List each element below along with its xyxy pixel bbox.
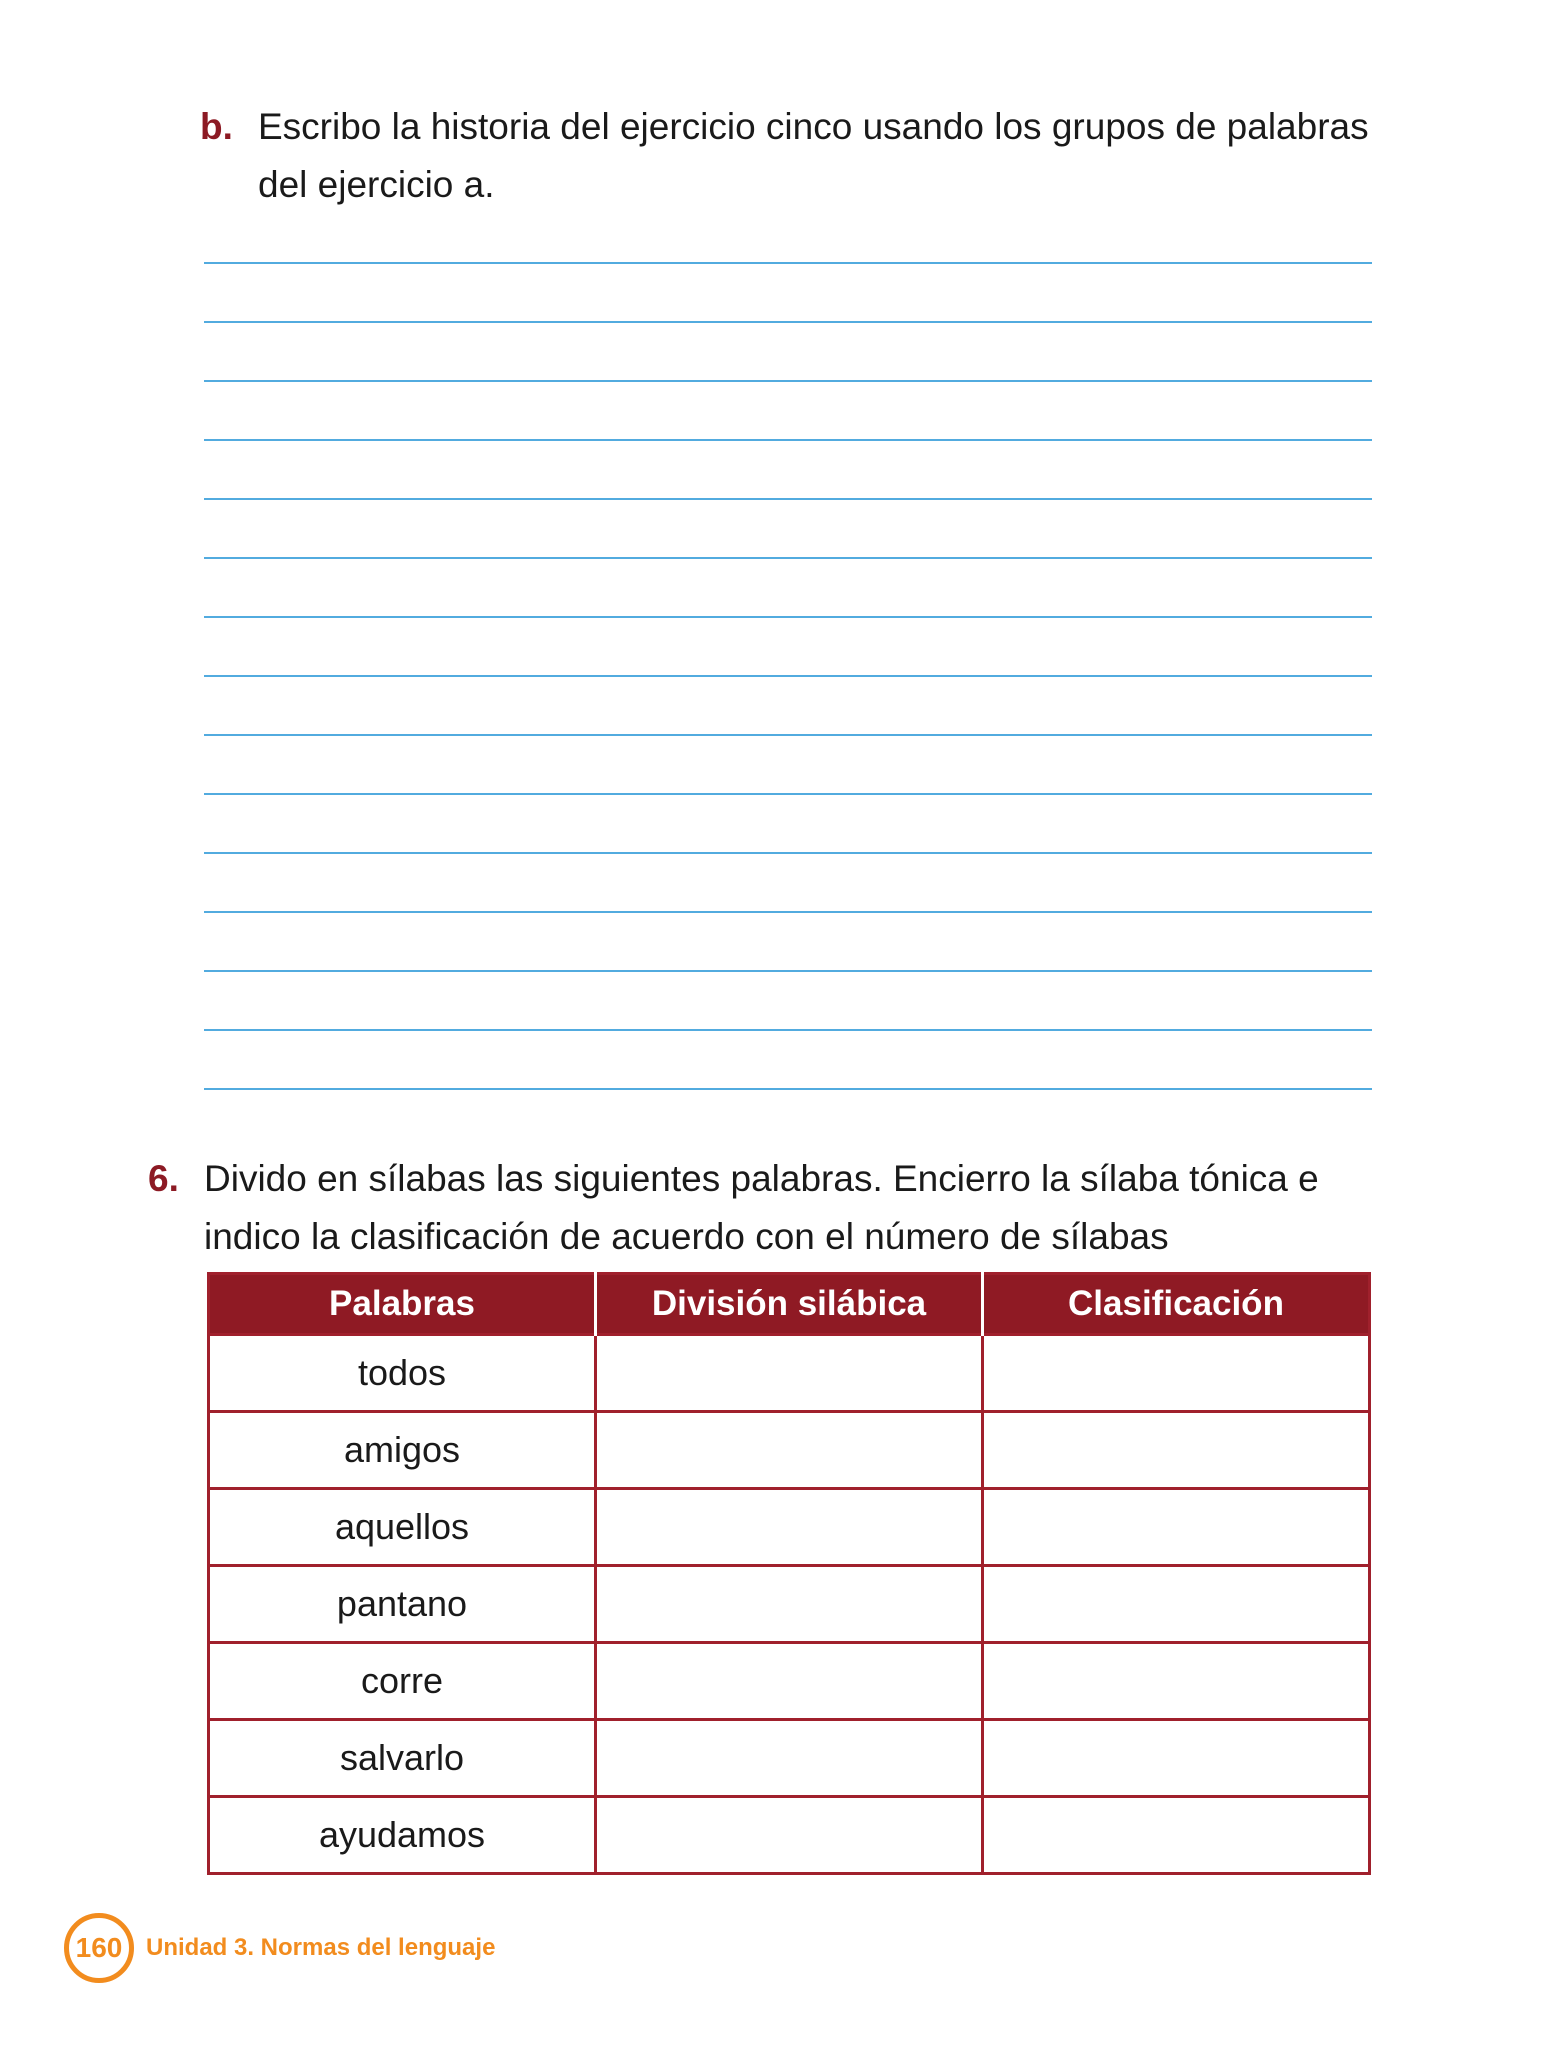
header-palabras: Palabras xyxy=(209,1274,596,1335)
table-row xyxy=(209,1797,1370,1874)
word-cell: ayudamos xyxy=(209,1797,596,1874)
table-row xyxy=(209,1412,1370,1489)
table-row xyxy=(209,1489,1370,1566)
writing-line[interactable] xyxy=(204,677,1372,736)
classification-cell[interactable] xyxy=(983,1335,1370,1412)
exercise-6 xyxy=(148,1150,1408,1266)
writing-line[interactable] xyxy=(204,264,1372,323)
writing-line[interactable] xyxy=(204,1031,1372,1090)
classification-cell[interactable] xyxy=(983,1489,1370,1566)
word-cell: pantano xyxy=(209,1566,596,1643)
header-clasificacion: Clasificación xyxy=(983,1274,1370,1335)
table-header-row xyxy=(209,1274,1370,1335)
writing-line[interactable] xyxy=(204,500,1372,559)
writing-line[interactable] xyxy=(204,382,1372,441)
writing-line[interactable] xyxy=(204,441,1372,500)
word-cell: aquellos xyxy=(209,1489,596,1566)
exercise-b-marker: b. xyxy=(200,106,233,147)
unit-label: Unidad 3. Normas del lenguaje xyxy=(146,1934,496,1961)
exercise-6-instruction: Divido en sílabas las siguientes palabras. Encierro la sílaba tónica e indico la clasificación de acuerdo con el número de sílabas xyxy=(204,1158,1319,1257)
syllable-division-cell[interactable] xyxy=(596,1566,983,1643)
word-cell: todos xyxy=(209,1335,596,1412)
writing-line[interactable] xyxy=(204,323,1372,382)
writing-line[interactable] xyxy=(204,736,1372,795)
writing-line[interactable] xyxy=(204,795,1372,854)
writing-line[interactable] xyxy=(204,913,1372,972)
word-cell: corre xyxy=(209,1643,596,1720)
syllable-division-cell[interactable] xyxy=(596,1797,983,1874)
exercise-b xyxy=(200,98,1400,214)
table-row xyxy=(209,1335,1370,1412)
table-row xyxy=(209,1720,1370,1797)
writing-line[interactable] xyxy=(204,618,1372,677)
classification-cell[interactable] xyxy=(983,1566,1370,1643)
header-division-silabica: División silábica xyxy=(596,1274,983,1335)
word-cell: amigos xyxy=(209,1412,596,1489)
writing-line[interactable] xyxy=(204,854,1372,913)
exercise-b-instruction: Escribo la historia del ejercicio cinco usando los grupos de palabras del ejercicio a. xyxy=(258,106,1369,205)
syllable-table xyxy=(207,1272,1371,1875)
syllable-division-cell[interactable] xyxy=(596,1412,983,1489)
exercise-6-marker: 6. xyxy=(148,1158,179,1199)
syllable-division-cell[interactable] xyxy=(596,1335,983,1412)
page-number-badge xyxy=(64,1913,134,1983)
writing-line[interactable] xyxy=(204,559,1372,618)
table-row xyxy=(209,1643,1370,1720)
page-footer xyxy=(64,1913,495,1983)
page-number: 160 xyxy=(75,1932,123,1963)
classification-cell[interactable] xyxy=(983,1412,1370,1489)
table-row xyxy=(209,1566,1370,1643)
classification-cell[interactable] xyxy=(983,1643,1370,1720)
syllable-division-cell[interactable] xyxy=(596,1643,983,1720)
word-cell: salvarlo xyxy=(209,1720,596,1797)
syllable-division-cell[interactable] xyxy=(596,1489,983,1566)
writing-lines xyxy=(204,262,1372,1090)
writing-line[interactable] xyxy=(204,972,1372,1031)
classification-cell[interactable] xyxy=(983,1720,1370,1797)
syllable-division-cell[interactable] xyxy=(596,1720,983,1797)
classification-cell[interactable] xyxy=(983,1797,1370,1874)
